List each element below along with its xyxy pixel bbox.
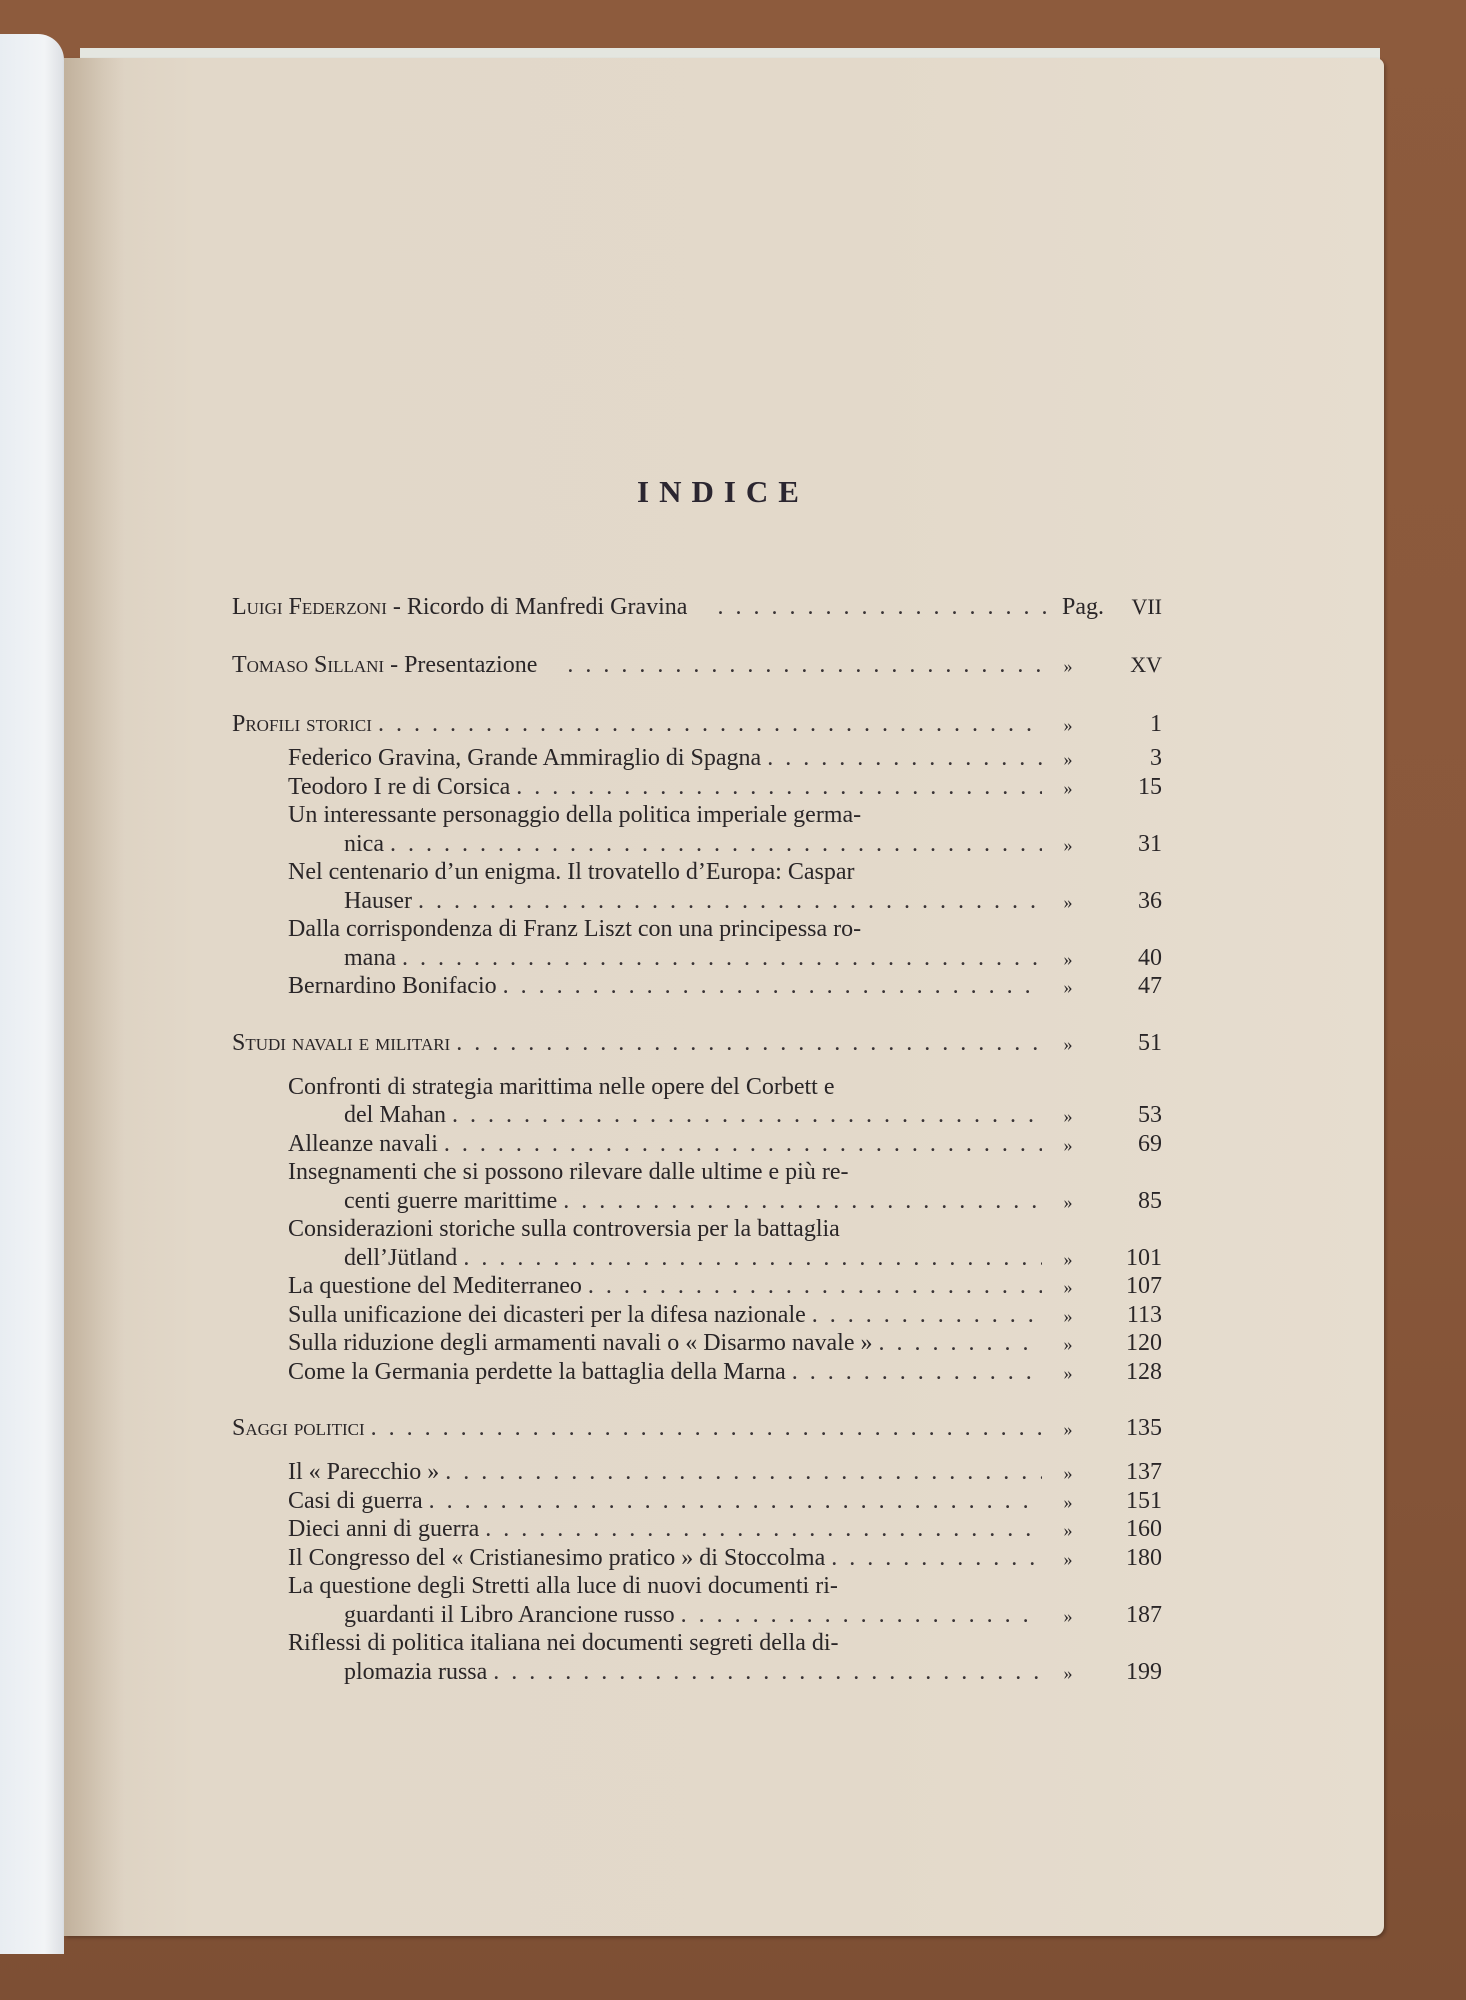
entry-title: Casi di guerra [288, 1487, 423, 1514]
page-number: 3 [1150, 745, 1162, 771]
entry-title: del Mahan [344, 1102, 446, 1128]
page-number: 51 [1138, 1029, 1162, 1056]
leader-dots [516, 773, 1042, 802]
toc-entry-line[interactable] [232, 773, 1162, 802]
toc-entry-line[interactable] [232, 1458, 1162, 1487]
toc-sections [232, 710, 1162, 1686]
toc-entry-line[interactable] [232, 1658, 1162, 1687]
toc-section-heading[interactable] [232, 710, 1162, 744]
entry-title: Considerazioni storiche sulla controversia per la battaglia [288, 1216, 840, 1242]
leader-dots [503, 972, 1042, 1001]
entry-title: Ricordo di Manfredi Gravina [406, 594, 688, 620]
entry-title: guardanti il Libro Arancione russo [344, 1601, 675, 1628]
ditto-mark: » [1063, 1362, 1073, 1383]
page-number: 15 [1138, 773, 1162, 800]
toc-entry-line[interactable] [232, 1301, 1162, 1330]
page-number: 187 [1126, 1601, 1162, 1628]
entry-title: Dieci anni di guerra [288, 1516, 480, 1542]
ditto-mark: » [1063, 834, 1073, 855]
page-title: INDICE [637, 474, 809, 509]
page-number: 199 [1126, 1658, 1162, 1685]
ditto-mark: » [1063, 749, 1073, 769]
leader-dots [792, 1358, 1042, 1387]
entry-title: Un interessante personaggio della politica imperiale germa- [288, 802, 862, 828]
page-number: 151 [1126, 1487, 1162, 1514]
ditto-mark: » [1063, 1106, 1073, 1126]
page-number: 128 [1126, 1358, 1162, 1385]
toc-entry-line[interactable] [232, 1629, 1162, 1658]
ditto-mark: » [1063, 656, 1073, 676]
ditto-mark: » [1063, 1605, 1073, 1626]
leader-dots [493, 1658, 1042, 1687]
entry-title: Bernardino Bonifacio [288, 973, 497, 999]
leader-dots [567, 650, 1042, 680]
entry-title: Come la Germania perdette la battaglia della Marna [288, 1358, 786, 1385]
ditto-mark: » [1063, 891, 1073, 912]
entry-title: Il « Parecchio » [288, 1459, 440, 1485]
leader-dots [717, 592, 1058, 622]
page-number: 40 [1138, 944, 1162, 971]
left-facing-page [0, 34, 64, 1954]
toc-entry-line[interactable] [232, 1544, 1162, 1573]
toc-entry-line[interactable] [232, 801, 1162, 830]
leader-dots [812, 1301, 1042, 1330]
toc-entry-line[interactable] [232, 1601, 1162, 1630]
leader-dots [429, 1487, 1042, 1516]
entry-title: Il Congresso del « Cristianesimo pratico » di Stoccolma [288, 1544, 826, 1571]
ditto-mark: » [1063, 1419, 1073, 1439]
page-number: 101 [1126, 1244, 1162, 1271]
toc-entry-line[interactable] [232, 1487, 1162, 1516]
table-of-contents [232, 592, 1162, 1686]
page-number: 107 [1126, 1273, 1162, 1299]
leader-dots [402, 944, 1042, 973]
entry-title: Federico Gravina, Grande Ammiraglio di Spagna [288, 745, 762, 771]
toc-entry-line[interactable] [232, 1515, 1162, 1544]
entry-title: Teodoro I re di Corsica [288, 773, 511, 800]
toc-entry-line[interactable] [232, 858, 1162, 887]
page-number: 85 [1138, 1187, 1162, 1214]
toc-entry-line[interactable] [232, 1101, 1162, 1130]
ditto-mark: » [1063, 1191, 1073, 1212]
ditto-mark: » [1063, 1548, 1073, 1569]
section-title: Studi navali e militari [232, 1029, 451, 1056]
ditto-mark: » [1063, 1134, 1073, 1155]
leader-dots [485, 1515, 1042, 1544]
leader-dots [444, 1130, 1042, 1159]
leader-dots [681, 1601, 1042, 1630]
toc-entry-line[interactable] [232, 1215, 1162, 1244]
page-number: 120 [1126, 1330, 1162, 1356]
page-number: 47 [1138, 973, 1162, 999]
ditto-mark: » [1063, 715, 1073, 735]
toc-entry-federzoni[interactable]: Luigi Federzoni - Ricordo di Manfredi Gravina . . Pag. VII [232, 592, 1162, 650]
leader-dots [390, 830, 1042, 859]
leader-dots [463, 1244, 1042, 1273]
leader-dots [371, 1414, 1042, 1443]
toc-entry-line[interactable] [232, 972, 1162, 1001]
leader-dots [452, 1101, 1042, 1130]
ditto-mark: » [1063, 977, 1073, 997]
entry-title: Sulla unificazione dei dicasteri per la difesa nazionale [288, 1301, 806, 1328]
toc-entry-sillani[interactable]: Tomaso Sillani - Presentazione . . » XV [232, 650, 1162, 708]
entry-title: Riflessi di politica italiana nei documenti segreti della di- [288, 1630, 839, 1656]
page-number: 137 [1126, 1459, 1162, 1485]
ditto-mark: » [1063, 1463, 1073, 1483]
page-number: 31 [1138, 830, 1162, 857]
ditto-mark: » [1063, 1248, 1073, 1269]
page-number: 113 [1126, 1301, 1162, 1328]
ditto-mark: » [1063, 948, 1073, 969]
entry-title: Alleanze navali [288, 1130, 438, 1157]
entry-title: Confronti di strategia marittima nelle opere del Corbett e [288, 1073, 835, 1100]
toc-entry-line[interactable] [232, 1272, 1162, 1301]
leader-dots [418, 887, 1042, 916]
toc-entry-line[interactable] [232, 1358, 1162, 1387]
toc-entry-line[interactable] [232, 830, 1162, 859]
ditto-mark: » [1063, 1277, 1073, 1297]
entry-title: La questione degli Stretti alla luce di nuovi documenti ri- [288, 1573, 838, 1599]
section-title: Saggi politici [232, 1415, 365, 1441]
toc-entry-line[interactable] [232, 1130, 1162, 1159]
toc-section-heading[interactable] [232, 1414, 1162, 1448]
toc-entry-line[interactable] [232, 1572, 1162, 1601]
ditto-mark: » [1063, 1662, 1073, 1683]
leader-dots [831, 1544, 1042, 1573]
page-number: 69 [1138, 1130, 1162, 1157]
page-number: 180 [1126, 1544, 1162, 1571]
toc-entry-line[interactable] [232, 1158, 1162, 1187]
page-label: Pag. [1062, 594, 1104, 620]
entry-title: plomazia russa [344, 1658, 488, 1685]
entry-title: Insegnamenti che si possono rilevare dalle ultime e più re- [288, 1159, 849, 1185]
ditto-mark: » [1063, 1520, 1073, 1540]
section-title: Profili storici [232, 711, 372, 737]
leader-dots [445, 1458, 1042, 1487]
leader-dots [378, 710, 1042, 739]
toc-entry-line[interactable] [232, 744, 1162, 773]
page-gutter-shadow [64, 58, 124, 1936]
entry-title: Hauser [344, 887, 412, 914]
entry-title: Nel centenario d’un enigma. Il trovatello d’Europa: Caspar [288, 859, 855, 885]
page-number: 135 [1126, 1415, 1162, 1441]
page-number: 53 [1138, 1102, 1162, 1128]
leader-dots [767, 744, 1042, 773]
entry-author: Luigi Federzoni [232, 594, 387, 620]
toc-entry-line[interactable] [232, 1187, 1162, 1216]
entry-title: La questione del Mediterraneo [288, 1273, 582, 1299]
toc-entry-line[interactable] [232, 1073, 1162, 1102]
entry-title: Sulla riduzione degli armamenti navali o « Disarmo navale » [288, 1330, 873, 1356]
ditto-mark: » [1063, 777, 1073, 798]
entry-title: centi guerre marittime [344, 1187, 558, 1214]
entry-title: Presentazione [404, 652, 538, 678]
toc-section-heading[interactable] [232, 1029, 1162, 1063]
toc-entry-line[interactable] [232, 1329, 1162, 1358]
page-number: XV [1130, 652, 1162, 677]
entry-title: nica [344, 830, 384, 857]
page-number: 160 [1126, 1516, 1162, 1542]
entry-title: mana [344, 944, 396, 971]
ditto-mark: » [1063, 1491, 1073, 1512]
ditto-mark: » [1063, 1334, 1073, 1354]
toc-entry-line[interactable] [232, 1244, 1162, 1273]
page-number: 1 [1150, 711, 1162, 737]
page-number: VII [1131, 594, 1162, 619]
entry-author: Tomaso Sillani [232, 652, 385, 678]
entry-title: Dalla corrispondenza di Franz Liszt con una principessa ro- [288, 916, 862, 942]
toc-entry-line[interactable] [232, 944, 1162, 973]
leader-dots [879, 1329, 1043, 1358]
leader-dots [456, 1029, 1042, 1058]
leader-dots [563, 1187, 1042, 1216]
toc-entry-line[interactable] [232, 887, 1162, 916]
ditto-mark: » [1063, 1033, 1073, 1054]
page-number: 36 [1138, 887, 1162, 914]
ditto-mark: » [1063, 1305, 1073, 1326]
leader-dots [588, 1272, 1042, 1301]
entry-title: dell’Jütland [344, 1244, 458, 1271]
toc-entry-line[interactable] [232, 915, 1162, 944]
